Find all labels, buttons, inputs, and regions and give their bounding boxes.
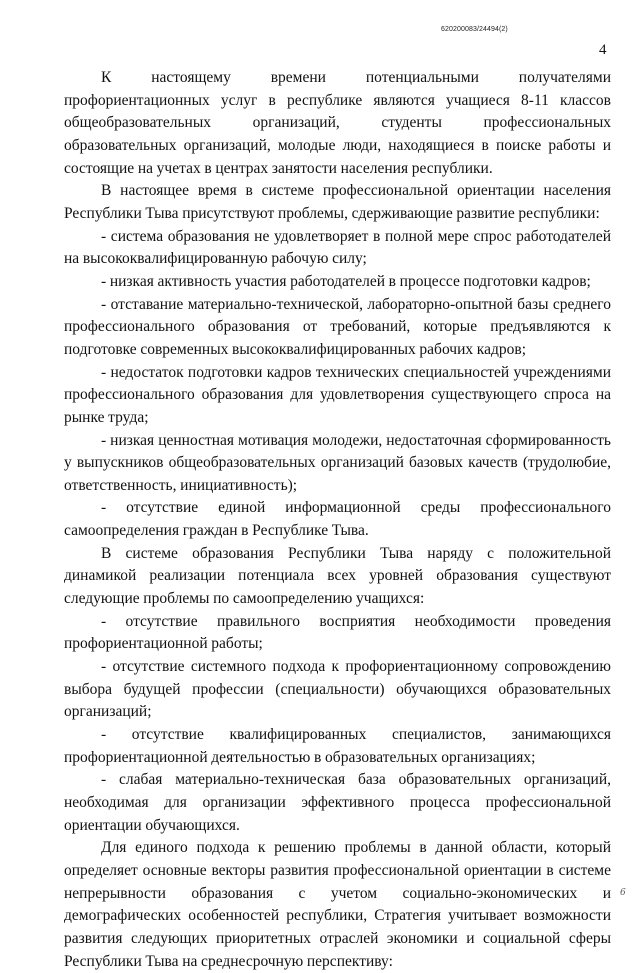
list-item: - недостаток подготовки кадров технических специальностей учреждениями профессионального образования для удовлетворения существующего спроса на рынке труда; <box>64 363 611 426</box>
corner-mark: 6 <box>620 888 626 898</box>
document-body <box>64 67 611 973</box>
list-item: - низкая ценностная мотивация молодежи, недостаточная сформированность у выпускников общеобразовательных организаций базовых качеств (трудолюбие, ответственность, инициативность); <box>64 431 611 494</box>
list-item: - отсутствие единой информационной среды профессионального самоопределения граждан в Республике Тыва. <box>64 499 611 540</box>
paragraph: Для единого подхода к решению проблемы в данной области, который определяет основные векторы развития профессиональной ориентации в системе непрерывности образования с учетом социально-экономических и демографических особенностей республики, Стратегия учитывает возможности развития следующих приоритетных отраслей экономики и социальной сферы Республики Тыва на среднесрочную перспективу: <box>64 839 611 970</box>
document-registration-number: 620200083/24494(2) <box>441 26 508 33</box>
page-number: 4 <box>599 42 607 58</box>
list-item: - слабая материально-техническая база образовательных организаций, необходимая для организации эффективного процесса профессиональной ориентации обучающихся. <box>64 771 611 834</box>
list-item: - система образования не удовлетворяет в полной мере спрос работодателей на высококвалифицированную рабочую силу; <box>64 227 611 268</box>
paragraph: В настоящее время в системе профессиональной ориентации населения Республики Тыва присутствуют проблемы, сдерживающие развитие республики: <box>64 182 611 222</box>
list-item: - отставание материально-технической, лабораторно-опытной базы среднего профессионального образования от требований, которые предъявляются к подготовке современных высококвалифицированных рабочих кадров; <box>64 295 611 358</box>
paragraph: К настоящему времени потенциальными получателями профориентационных услуг в республике являются учащиеся 8-11 классов общеобразовательных организаций, студенты профессиональных образовательных организаций, молодые люди, находящиеся в поиске работы и состоящие на учетах в центрах занятости населения республики. <box>64 69 611 177</box>
list-item: - отсутствие системного подхода к профориентационному сопровождению выбора будущей профессии (специальности) обучающихся образовательных организаций; <box>64 658 611 721</box>
list-item: - отсутствие квалифицированных специалистов, занимающихся профориентационной деятельностью в образовательных организациях; <box>64 726 611 766</box>
list-item: - отсутствие правильного восприятия необходимости проведения профориентационной работы; <box>64 612 611 653</box>
list-item: - низкая активность участия работодателей в процессе подготовки кадров; <box>101 272 591 290</box>
paragraph: В системе образования Республики Тыва наряду с положительной динамикой реализации потенциала всех уровней образования существуют следующие проблемы по самоопределению учащихся: <box>64 544 611 608</box>
